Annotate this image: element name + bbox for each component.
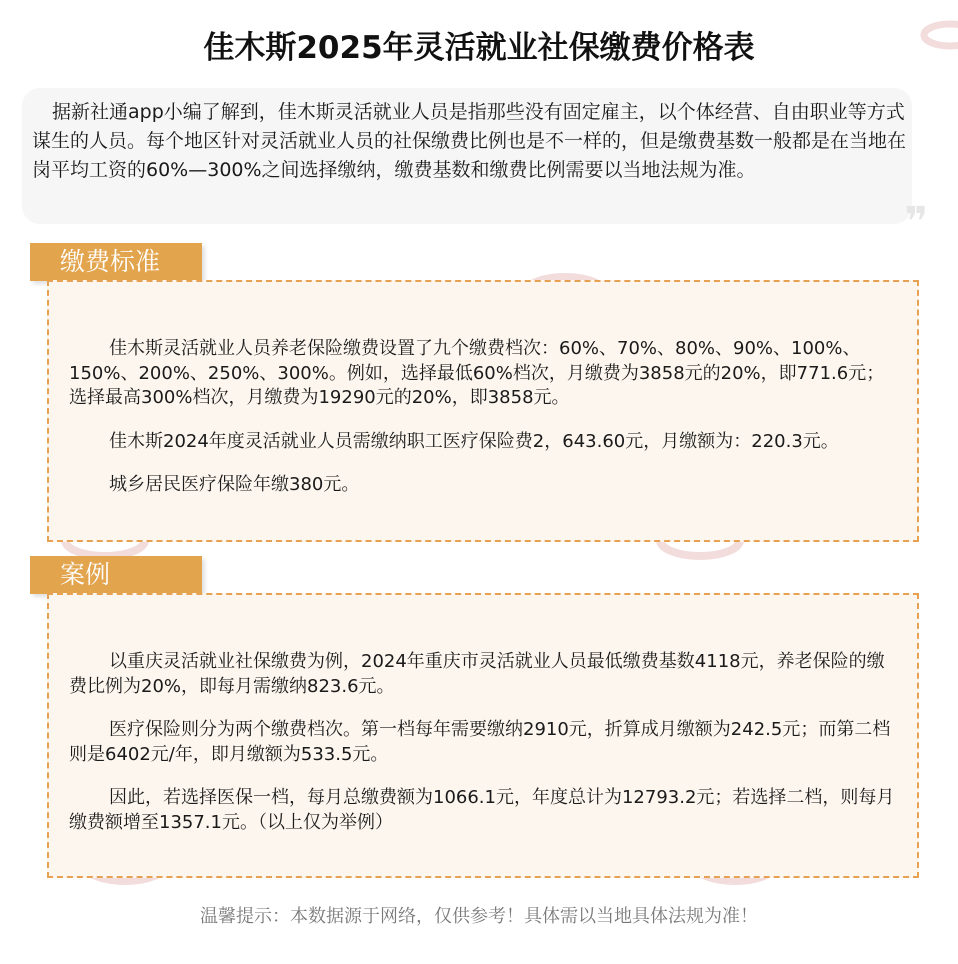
standard-paragraph-2: 佳木斯2024年度灵活就业人员需缴纳职工医疗保险费2，643.60元，月缴额为：220.3元。 (109, 430, 839, 452)
page-title: 佳木斯2025年灵活就业社保缴费价格表 (203, 30, 755, 66)
example-box (47, 593, 919, 878)
example-paragraph-3: 因此，若选择医保一档，每月总缴费额为1066.1元，年度总计为12793.2元；若选择二档，则每月缴费额增至1357.1元。（以上仅为举例） (69, 787, 895, 833)
quote-mark-icon: ❞ (904, 199, 928, 245)
section-label-example: 案例 (30, 556, 202, 594)
standard-paragraph-3: 城乡居民医疗保险年缴380元。 (109, 474, 360, 495)
intro-paragraph: 据新社通app小编了解到，佳木斯灵活就业人员是指那些没有固定雇主，以个体经营、自由职业等方式谋生的人员。每个地区针对灵活就业人员的社保缴费比例也是不一样的，但是缴费基数一般都是在当地在岗平均工资的60%—300%之间选择缴纳，缴费基数和缴费比例需要以当地法规为准。 (22, 88, 912, 224)
section-label-standard: 缴费标准 (30, 243, 202, 281)
standard-box (47, 280, 919, 542)
example-paragraph-1: 以重庆灵活就业社保缴费为例，2024年重庆市灵活就业人员最低缴费基数4118元，养老保险的缴费比例为20%，即每月需缴纳823.6元。 (69, 651, 885, 697)
example-paragraph-2: 医疗保险则分为两个缴费档次。第一档每年需要缴纳2910元，折算成月缴额为242.5元；而第二档则是6402元/年，即月缴额为533.5元。 (69, 719, 891, 765)
footer-note: 温馨提示：本数据源于网络，仅供参考！具体需以当地具体法规为准！ (200, 906, 758, 927)
standard-paragraph-1: 佳木斯灵活就业人员养老保险缴费设置了九个缴费档次：60%、70%、80%、90%、100%、150%、200%、250%、300%。例如，选择最低60%档次，月缴费为3858元的20%，即771.6元；选择最高300%档次，月缴费为19290元的20%，即3858元。 (69, 338, 885, 408)
